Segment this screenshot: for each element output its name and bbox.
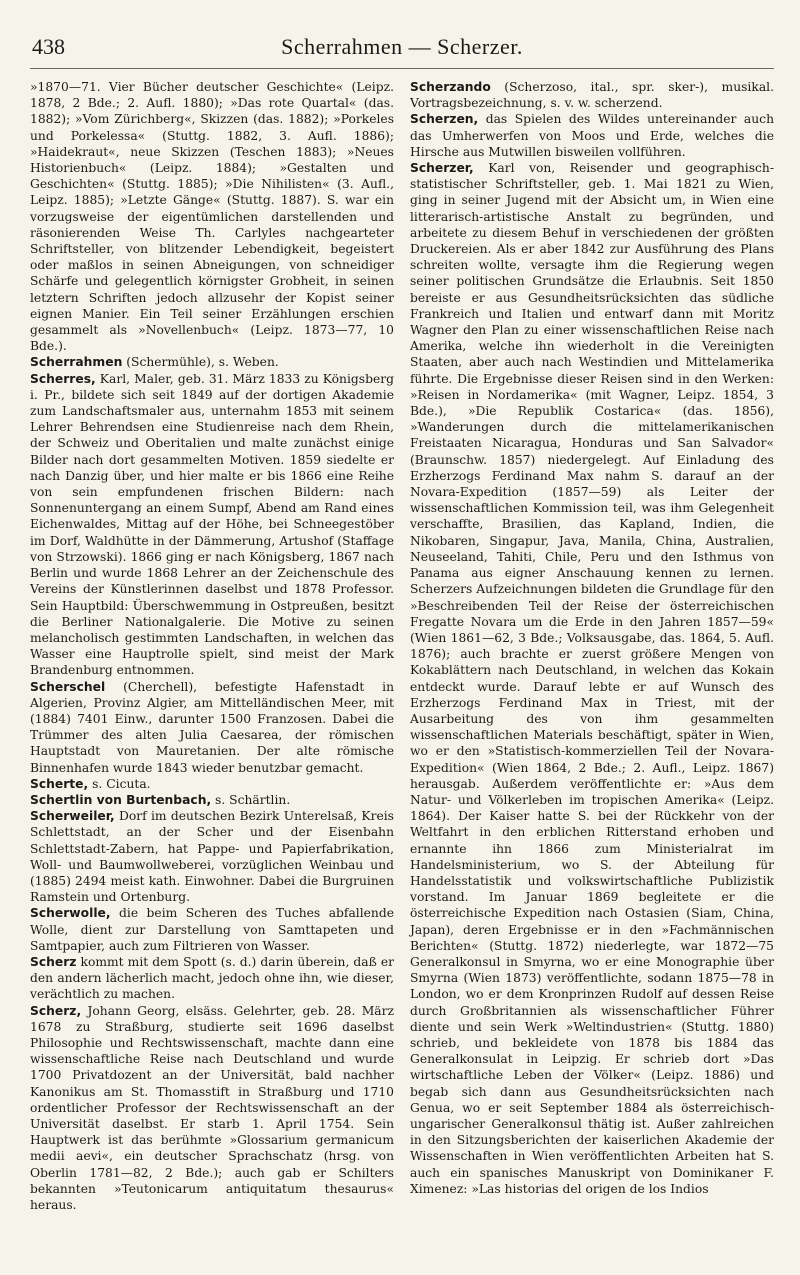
running-title: Scherrahmen — Scherzer. bbox=[281, 34, 523, 59]
entry-headword: Scherz, bbox=[30, 1003, 82, 1018]
page-number: 438 bbox=[32, 34, 65, 59]
entry-text: s. Cicuta. bbox=[88, 776, 151, 791]
entry-paragraph bbox=[30, 776, 394, 792]
entry-headword: Scherschel bbox=[30, 679, 106, 694]
entry-headword: Scherrahmen bbox=[30, 355, 123, 370]
entry-paragraph bbox=[410, 79, 774, 111]
entry-paragraph bbox=[30, 954, 394, 1003]
entry-text: (Schermühle), s. Weben. bbox=[122, 355, 279, 370]
entry-headword: Scherwolle, bbox=[30, 906, 111, 921]
entry-headword: Scherz bbox=[30, 954, 77, 969]
entry-paragraph bbox=[30, 79, 394, 354]
entry-text: das Spielen des Wildes untereinander auch das Umherwerfen von Moos und Erde, welches die Hirsche aus Mutwillen bisweilen vollführen. bbox=[410, 112, 774, 159]
entry-text: kommt mit dem Spott (s. d.) darin überein, daß er den andern lächerlich macht, jedoch ohne ihn, wie dieser, verächtlich zu machen. bbox=[30, 954, 394, 1002]
entry-text: die beim Scheren des Tuches abfallende Wolle, dient zur Darstellung von Samttapeten und Samtpapier, auch zum Filtrieren von Wasser. bbox=[30, 906, 394, 953]
entry-headword: Schertlin von Burtenbach, bbox=[30, 792, 212, 807]
entry-headword: Scherzer, bbox=[410, 161, 474, 176]
entry-text: (Cherchell), befestigte Hafenstadt in Algerien, Provinz Algier, am Mittelländischen Meer, mit (1884) 7401 Einw., darunter 1500 Franzosen. Dabei die Trümmer des alten Julia Caesarea, der römischen Hauptstadt von Mauretanien. Der alte römische Binnenhafen wurde 1843 wieder benutzbar gemacht. bbox=[30, 679, 394, 775]
entry-headword: Scherweiler, bbox=[30, 809, 115, 824]
entry-headword: Scherzando bbox=[410, 80, 491, 94]
entry-text: Karl von, Reisender und geographisch-statistischer Schriftsteller, geb. 1. Mai 1821 zu Wien, ging in seiner Jugend mit der Absicht um, in Wien eine litterarisch-artistische Anstalt zu begründen, und arbeitete zu diesem Behuf in verschiedenen der größten Druckereien. Als er aber 1842 zur Ausführung des Plans schreiten wollte, versagte ihm die Regierung wegen seiner politischen Grundsätze die Erlaubnis. Seit 1850 bereiste er aus Gesundheitsrücksichten das südliche Frankreich und Italien und entwarf dann mit Moritz Wagner den Plan zu einer wissenschaftlichen Reise nach Amerika, welche ihn wiederholt in die Vereinigten Staaten, aber auch nach Westindien und Mittelamerika führte. Die Ergebnisse dieser Reisen sind in den Werken: »Reisen in Nordamerika« (mit Wagner, Leipz. 1854, 3 Bde.), »Die Republik Costarica« (das. 1856), »Wanderungen durch die mittelamerikanischen Freistaaten Nicaragua, Honduras und San Salvador« (Braunschw. 1857) niedergelegt. Auf Einladung des Erzherzogs Ferdinand Max nahm S. darauf an der Novara-Expedition (1857—59) als Leiter der wissenschaftlichen Kommission teil, was ihm Gelegenheit verschaffte, Brasilien, das Kapland, Indien, die Nikobaren, Singapur, Java, Manila, China, Australien, Neuseeland, Tahiti, Chile, Peru und den Isthmus von Panama aus eigner Anschauung kennen zu lernen. Scherzers Aufzeichnungen bildeten die Grundlage für den »Beschreibenden Teil der Reise der österreichischen Fregatte Novara um die Erde in den Jahren 1857—59« (Wien 1861—62, 3 Bde.; Volksausgabe, das. 1864, 5. Aufl. 1876); auch brachte er zuerst größere Mengen von Kokablättern nach Deutschland, in welchen das Kokain entdeckt wurde. Darauf lebte er auf Wunsch des Erzherzogs Ferdinand Max in Triest, mit der Ausarbeitung des von ihm gesammelten wissenschaftlichen Materials beschäftigt, später in Wien, wo er den »Statistisch-kommerziellen Teil der Novara-Expedition« (Wien 1864, 2 Bde.; 2. Aufl., Leipz. 1867) herausgab. Außerdem veröffentlichte er: »Aus dem Natur- und Völkerleben im tropischen Amerika« (Leipz. 1864). Der Kaiser hatte S. bei der Rückkehr von der Weltfahrt in den erblichen Ritterstand erhoben und ernannte ihn 1866 zum Ministerialrat im Handelsministerium, wo S. der Abteilung für Handelsstatistik und volkswirtschaftliche Publizistik vorstand. Im Januar 1869 begleitete er die österreichische Expedition nach Ostasien (Siam, China, Japan), deren Ergebnisse er in den »Fachmännischen Berichten« (Stuttg. 1872) niederlegte, war 1872—75 Generalkonsul in Smyrna, wo er eine Monographie über Smyrna (Wien 1873) veröffentlichte, sodann 1875—78 in London, wo er dem Kronprinzen Rudolf auf dessen Reise durch Großbritannien als wissenschaftlicher Führer diente und sein Werk »Weltindustrien« (Stuttg. 1880) schrieb, und bekleidete von 1878 bis 1884 das Generalkonsulat in Leipzig. Er schrieb dort »Das wirtschaftliche Leben der Völker« (Leipz. 1886) und begab sich dann aus Gesundheitsrücksichten nach Genua, wo er seit September 1884 als österreichisch-ungarischer Generalkonsul thätig ist. Außer zahlreichen in den Sitzungsberichten der kaiserlichen Akademie der Wissenschaften in Wien veröffentlichten Arbeiten hat S. auch ein spanisches Manuskript von Dominikaner F. Ximenez: »Las historias del origen de los Indios bbox=[410, 161, 774, 1196]
entry-paragraph bbox=[30, 808, 394, 905]
entry-headword: Scherres, bbox=[30, 371, 96, 386]
page-header bbox=[30, 34, 774, 69]
entry-text: s. Schärtlin. bbox=[211, 792, 291, 807]
entry-paragraph bbox=[30, 354, 394, 370]
entry-paragraph bbox=[410, 160, 774, 1197]
entry-text: Dorf im deutschen Bezirk Unterelsaß, Kreis Schlettstadt, an der Scher und der Eisenbahn Schlettstadt-Zabern, hat Pappe- und Papierfabrikation, Woll- und Baumwollweberei, vorzüglichen Weinbau und (1885) 2494 meist kath. Einwohner. Dabei die Burgruinen Ramstein und Ortenburg. bbox=[30, 809, 394, 905]
entry-paragraph bbox=[30, 679, 394, 776]
entry-headword: Scherzen, bbox=[410, 112, 479, 127]
entry-text: Johann Georg, elsäss. Gelehrter, geb. 28. März 1678 zu Straßburg, studierte seit 1696 daselbst Philosophie und Rechtswissenschaft, machte dann eine wissenschaftliche Reise nach Deutschland und wurde 1700 Privatdozent an der Universität, bald nachher Kanonikus am St. Thomasstift in Straßburg und 1710 ordentlicher Professor der Rechtswissenschaft an der Universität daselbst. Er starb 1. April 1754. Sein Hauptwerk ist das berühmte »Glossarium germanicum medii aevi«, ein deutscher Sprachschatz (hrsg. von Oberlin 1781—82, 2 Bde.); auch gab er Schilters bekannten »Teutonicarum antiquitatum thesaurus« heraus. bbox=[30, 1003, 394, 1213]
entry-text: »1870—71. Vier Bücher deutscher Geschichte« (Leipz. 1878, 2 Bde.; 2. Aufl. 1880); »Das rote Quartal« (das. 1882); »Vom Zürichberg«, Skizzen (das. 1882); »Porkeles und Porkelessa« (Stuttg. 1882, 3. Aufl. 1886); »Haidekraut«, neue Skizzen (Teschen 1883); »Neues Historienbuch« (Leipz. 1884); »Gestalten und Geschichten« (Stuttg. 1885); »Die Nihilisten« (3. Aufl., Leipz. 1885); »Letzte Gänge« (Stuttg. 1887). S. war ein vorzugsweise der eigentümlichen darstellenden und räsonierenden Weise Th. Carlyles nachgearteter Schriftsteller, von blitzender Lebendigkeit, begeistert oder maßlos in seinen Abneigungen, von schneidiger Schärfe und gelegentlich körnigster Grobheit, in seinen letztern Schriften jedoch allzusehr der Kopist seiner eignen Manier. Ein Teil seiner Erzählungen erschien gesammelt als »Novellenbuch« (Leipz. 1873—77, 10 Bde.). bbox=[30, 80, 394, 354]
entry-paragraph bbox=[30, 1003, 394, 1214]
entry-headword: Scherte, bbox=[30, 776, 89, 791]
entry-paragraph bbox=[30, 371, 394, 679]
entry-paragraph bbox=[30, 905, 394, 954]
entry-paragraph bbox=[30, 792, 394, 808]
entry-paragraph bbox=[410, 111, 774, 160]
left-column bbox=[30, 79, 394, 1213]
right-column bbox=[410, 79, 774, 1213]
two-column-body bbox=[30, 79, 774, 1213]
entry-text: (Scherzoso, ital., spr. sker-), musikal. Vortragsbezeichnung, s. v. w. scherzend. bbox=[410, 80, 774, 111]
entry-text: Karl, Maler, geb. 31. März 1833 zu Königsberg i. Pr., bildete sich seit 1849 auf der dortigen Akademie zum Landschaftsmaler aus, unternahm 1853 mit seinem Lehrer Behrendsen eine Studienreise nach dem Rhein, der Schweiz und Oberitalien und malte zunächst einige Bilder nach dort gesammelten Motiven. 1859 siedelte er nach Danzig über, und hier malte er bis 1866 eine Reihe von sein empfundenen frischen Bildern: nach Sonnenuntergang an einem Sumpf, Abend am Rand eines Eichenwaldes, Mittag auf der Höhe, bei Schneegestöber im Dorf, Waldhütte in der Dämmerung, Artushof (Staffage von Strzowski). 1866 ging er nach Königsberg, 1867 nach Berlin und wurde 1868 Lehrer an der Zeichenschule des Vereins der Künstlerinnen daselbst und 1878 Professor. Sein Hauptbild: Überschwemmung in Ostpreußen, besitzt die Berliner Nationalgalerie. Die Motive zu seinen melancholisch gestimmten Landschaften, in welchen das Wasser eine Hauptrolle spielt, sind meist der Mark Brandenburg entnommen. bbox=[30, 371, 394, 678]
